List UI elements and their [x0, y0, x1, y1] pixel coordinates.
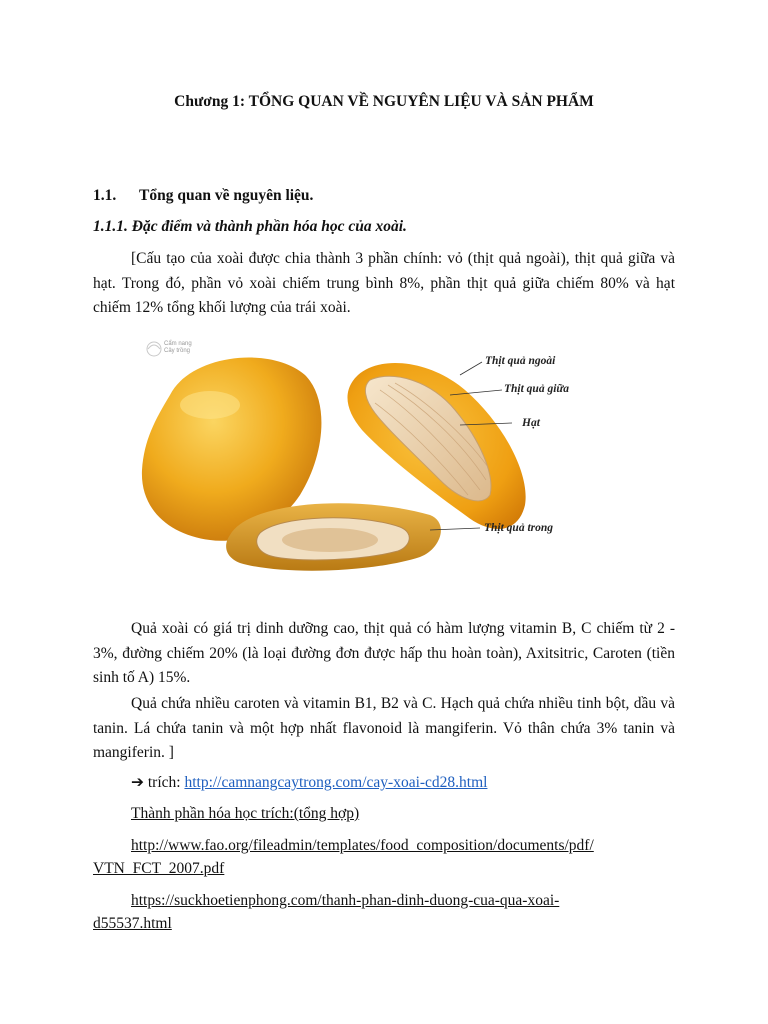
chapter-title: Chương 1: TỔNG QUAN VỀ NGUYÊN LIỆU VÀ SẢN PHẨM: [174, 93, 594, 110]
section-heading: [93, 187, 313, 205]
suckhoe-link-line1[interactable]: https://suckhoetienphong.com/thanh-phan-dinh-duong-cua-qua-xoai-: [131, 892, 560, 909]
label-middle-flesh: Thịt quả giữa: [504, 383, 570, 395]
section-title: Tổng quan về nguyên liệu.: [139, 187, 314, 204]
watermark-logo-icon: [147, 342, 161, 356]
citation-link[interactable]: http://camnangcaytrong.com/cay-xoai-cd28.html: [184, 774, 488, 791]
suckhoe-link-line2[interactable]: d55537.html: [93, 915, 172, 932]
fao-link-line2[interactable]: VTN_FCT_2007.pdf: [93, 860, 225, 877]
label-seed: Hạt: [522, 417, 540, 429]
label-inner-flesh: Thịt quả trong: [484, 522, 554, 534]
label-outer-flesh: Thịt quả ngoài: [485, 355, 556, 367]
paragraph-composition: Quả chứa nhiều caroten và vitamin B1, B2 và C. Hạch quả chứa nhiều tinh bột, dầu và tanin. Lá chứa tanin và một hợp nhất flavonoid là mangiferin. Vỏ thân chứa 3% tanin và mangiferin. ]: [93, 695, 675, 761]
subsection-heading: 1.1.1. Đặc điểm và thành phần hóa học của xoài.: [93, 218, 407, 235]
mango-figure: [130, 335, 600, 575]
section-number: 1.1.: [93, 187, 117, 204]
citation-line: [131, 771, 487, 795]
paragraph-nutrition: Quả xoài có giá trị dinh dưỡng cao, thịt quả có hàm lượng vitamin B, C chiếm từ 2 - 3%, đường chiếm 20% (là loại đường đơn được hấp thu hoàn toàn), Axitsitric, Caroten (tiền sinh tố A) 15%.: [93, 620, 675, 686]
paragraph-structure: [Cấu tạo của xoài được chia thành 3 phần chính: vỏ (thịt quả ngoài), thịt quả giữa và hạt. Trong đó, phần vỏ xoài chiếm trung bình 8%, phần thịt quả giữa chiếm 80% và hạt chiếm 12% tổng khối lượng của trái xoài.: [93, 250, 675, 316]
watermark-text: Cẩm nang Cây trồng: [164, 341, 192, 354]
citation-prefix: ➔ trích:: [131, 774, 185, 791]
halved-mango: [347, 363, 525, 529]
fao-link-line1[interactable]: http://www.fao.org/fileadmin/templates/food_composition/documents/pdf/: [131, 837, 594, 854]
composition-note: Thành phần hóa học trích:(tổng hợp): [131, 805, 360, 822]
mango-illustration: [130, 335, 600, 575]
